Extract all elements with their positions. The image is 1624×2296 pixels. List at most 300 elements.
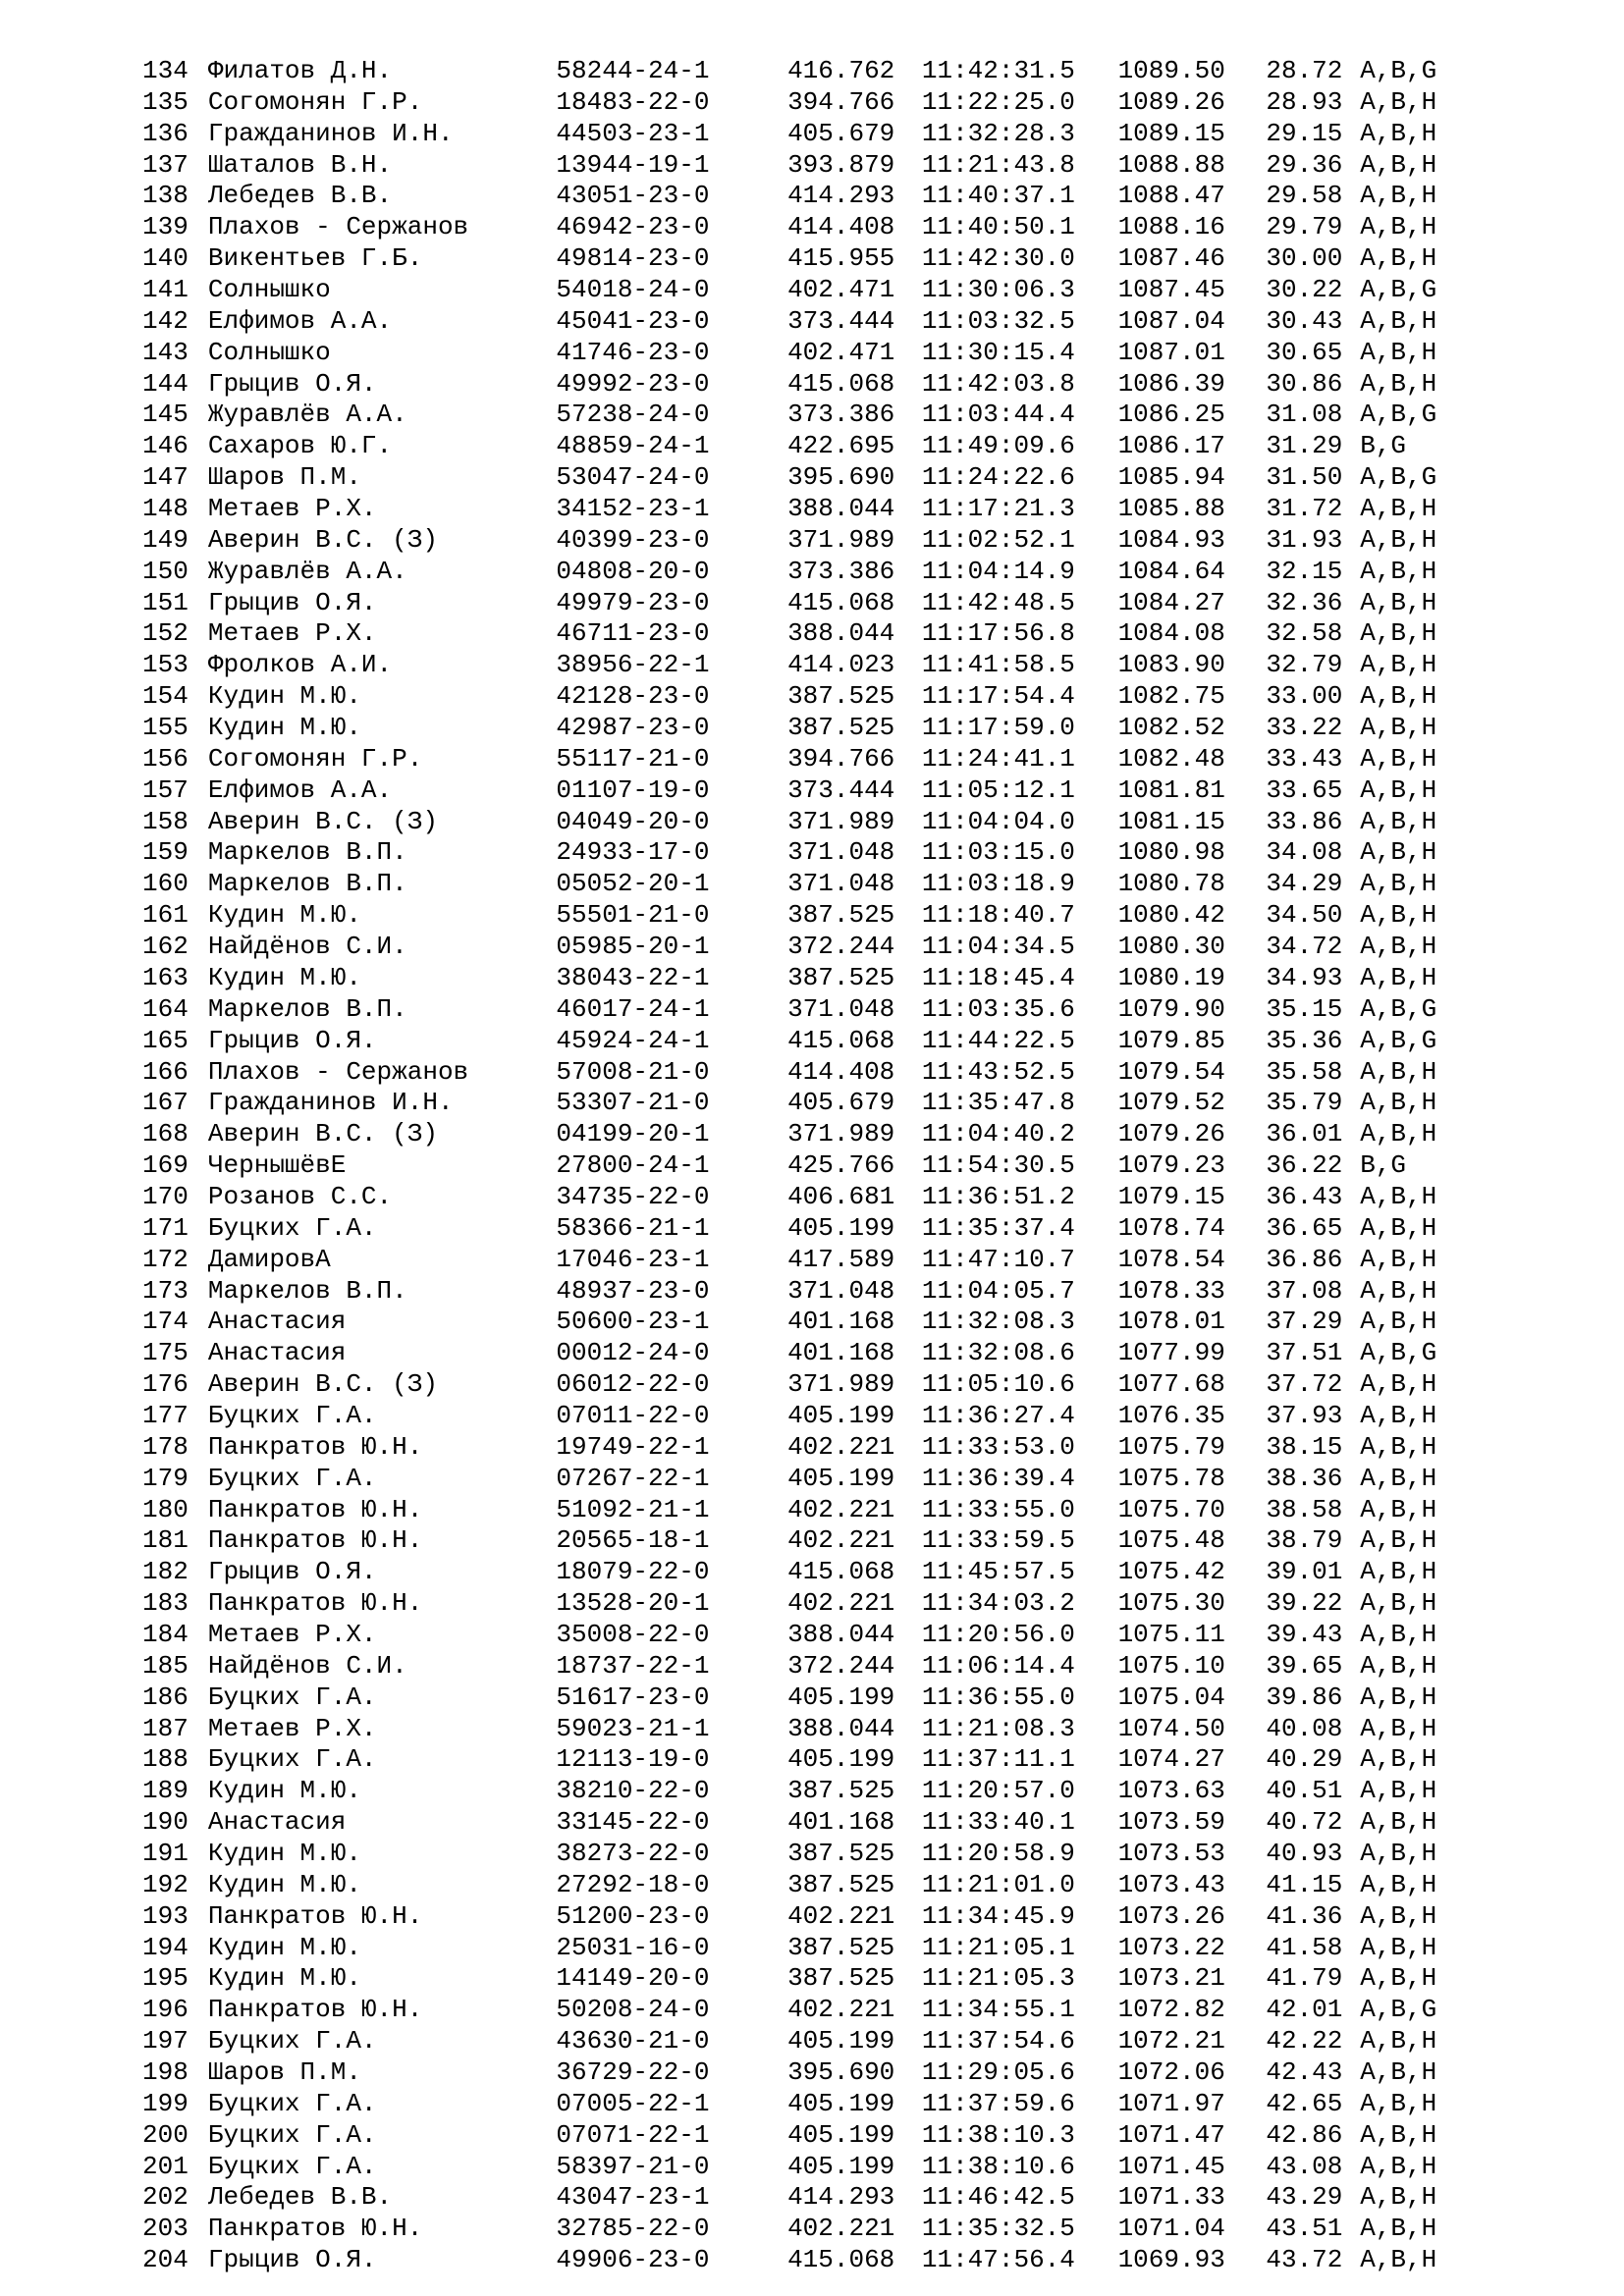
distance: 371.989 — [787, 524, 895, 555]
class-groups: A,B,G — [1360, 462, 1437, 493]
fancier-name: Буцких Г.А. — [207, 1682, 377, 1712]
distance: 405.199 — [787, 2151, 895, 2181]
arrival-time: 11:21:08.3 — [921, 1713, 1075, 1743]
coefficient: 31.50 — [1266, 462, 1343, 493]
ring-number: 17046-23-1 — [556, 1244, 710, 1274]
arrival-time: 11:40:50.1 — [921, 212, 1075, 242]
fancier-name: Панкратов Ю.Н. — [207, 2214, 423, 2244]
ring-number: 55501-21-0 — [556, 900, 710, 931]
place-number: 180 — [142, 1494, 189, 1524]
ring-number: 46711-23-0 — [556, 618, 710, 649]
class-groups: A,B,H — [1360, 1932, 1437, 1962]
place-number: 153 — [142, 650, 189, 680]
class-groups: B,G — [1360, 1150, 1407, 1181]
table-row — [142, 1464, 1517, 1495]
coefficient: 31.29 — [1266, 431, 1343, 461]
speed: 1087.46 — [1117, 243, 1225, 274]
fancier-name: Грыцив О.Я. — [207, 368, 377, 399]
table-row — [142, 150, 1517, 182]
distance: 372.244 — [787, 1650, 895, 1681]
class-groups: A,B,H — [1360, 713, 1437, 743]
class-groups: A,B,H — [1360, 1650, 1437, 1681]
ring-number: 24933-17-0 — [556, 837, 710, 868]
fancier-name: Буцких Г.А. — [207, 1463, 377, 1493]
fancier-name: Кудин М.Ю. — [207, 1776, 361, 1806]
distance: 394.766 — [787, 86, 895, 117]
speed: 1089.26 — [1117, 86, 1225, 117]
coefficient: 39.43 — [1266, 1619, 1343, 1649]
place-number: 140 — [142, 243, 189, 274]
coefficient: 37.93 — [1266, 1400, 1343, 1430]
ring-number: 49814-23-0 — [556, 243, 710, 274]
place-number: 175 — [142, 1338, 189, 1368]
coefficient: 43.08 — [1266, 2151, 1343, 2181]
place-number: 152 — [142, 618, 189, 649]
arrival-time: 11:17:56.8 — [921, 618, 1075, 649]
arrival-time: 11:05:10.6 — [921, 1369, 1075, 1400]
table-row — [142, 2057, 1517, 2089]
speed: 1084.27 — [1117, 587, 1225, 617]
distance: 414.408 — [787, 212, 895, 242]
ring-number: 53307-21-0 — [556, 1088, 710, 1118]
distance: 402.221 — [787, 1525, 895, 1556]
distance: 414.408 — [787, 1056, 895, 1087]
fancier-name: Журавлёв А.А. — [207, 556, 407, 586]
coefficient: 38.58 — [1266, 1494, 1343, 1524]
table-row — [142, 431, 1517, 462]
ring-number: 38043-22-1 — [556, 962, 710, 992]
table-row — [142, 87, 1517, 119]
results-table — [142, 56, 1517, 2276]
fancier-name: Кудин М.Ю. — [207, 681, 361, 712]
class-groups: A,B,H — [1360, 962, 1437, 992]
table-row — [142, 1307, 1517, 1338]
table-row — [142, 525, 1517, 557]
distance: 371.989 — [787, 1119, 895, 1149]
place-number: 148 — [142, 494, 189, 524]
speed: 1080.42 — [1117, 900, 1225, 931]
fancier-name: Буцких Г.А. — [207, 1744, 377, 1775]
table-row — [142, 1588, 1517, 1620]
arrival-time: 11:04:14.9 — [921, 556, 1075, 586]
speed: 1078.01 — [1117, 1307, 1225, 1337]
distance: 371.048 — [787, 993, 895, 1024]
table-row — [142, 900, 1517, 932]
arrival-time: 11:38:10.3 — [921, 2119, 1075, 2150]
distance: 414.293 — [787, 2182, 895, 2213]
speed: 1086.17 — [1117, 431, 1225, 461]
distance: 405.679 — [787, 1088, 895, 1118]
arrival-time: 11:30:15.4 — [921, 337, 1075, 367]
ring-number: 06012-22-0 — [556, 1369, 710, 1400]
place-number: 196 — [142, 1995, 189, 2025]
arrival-time: 11:20:56.0 — [921, 1619, 1075, 1649]
place-number: 139 — [142, 212, 189, 242]
fancier-name: ДамировА — [207, 1244, 331, 1274]
place-number: 142 — [142, 305, 189, 336]
place-number: 156 — [142, 743, 189, 774]
place-number: 184 — [142, 1619, 189, 1649]
speed: 1083.90 — [1117, 650, 1225, 680]
class-groups: A,B,H — [1360, 368, 1437, 399]
ring-number: 34735-22-0 — [556, 1181, 710, 1211]
table-row — [142, 2089, 1517, 2120]
arrival-time: 11:37:11.1 — [921, 1744, 1075, 1775]
coefficient: 41.36 — [1266, 1900, 1343, 1931]
coefficient: 31.08 — [1266, 400, 1343, 430]
ring-number: 35008-22-0 — [556, 1619, 710, 1649]
table-row — [142, 713, 1517, 744]
distance: 402.471 — [787, 275, 895, 305]
speed: 1084.64 — [1117, 556, 1225, 586]
coefficient: 42.01 — [1266, 1995, 1343, 2025]
class-groups: A,B,H — [1360, 1494, 1437, 1524]
speed: 1074.50 — [1117, 1713, 1225, 1743]
speed: 1071.97 — [1117, 2088, 1225, 2118]
coefficient: 29.58 — [1266, 181, 1343, 211]
coefficient: 30.65 — [1266, 337, 1343, 367]
coefficient: 36.01 — [1266, 1119, 1343, 1149]
ring-number: 27800-24-1 — [556, 1150, 710, 1181]
distance: 415.068 — [787, 368, 895, 399]
speed: 1075.42 — [1117, 1557, 1225, 1587]
fancier-name: Буцких Г.А. — [207, 1212, 377, 1243]
class-groups: A,B,H — [1360, 1869, 1437, 1899]
coefficient: 35.79 — [1266, 1088, 1343, 1118]
fancier-name: Кудин М.Ю. — [207, 713, 361, 743]
speed: 1072.82 — [1117, 1995, 1225, 2025]
place-number: 145 — [142, 400, 189, 430]
fancier-name: Солнышко — [207, 275, 331, 305]
speed: 1081.81 — [1117, 774, 1225, 805]
table-row — [142, 1182, 1517, 1213]
coefficient: 30.43 — [1266, 305, 1343, 336]
fancier-name: Панкратов Ю.Н. — [207, 1900, 423, 1931]
coefficient: 35.36 — [1266, 1025, 1343, 1055]
ring-number: 07071-22-1 — [556, 2119, 710, 2150]
table-row — [142, 869, 1517, 900]
speed: 1080.30 — [1117, 932, 1225, 962]
place-number: 179 — [142, 1463, 189, 1493]
speed: 1085.94 — [1117, 462, 1225, 493]
arrival-time: 11:42:03.8 — [921, 368, 1075, 399]
class-groups: A,B,H — [1360, 618, 1437, 649]
distance: 388.044 — [787, 618, 895, 649]
ring-number: 58366-21-1 — [556, 1212, 710, 1243]
arrival-time: 11:29:05.6 — [921, 2057, 1075, 2087]
place-number: 183 — [142, 1588, 189, 1619]
ring-number: 36729-22-0 — [556, 2057, 710, 2087]
ring-number: 44503-23-1 — [556, 118, 710, 148]
speed: 1088.47 — [1117, 181, 1225, 211]
coefficient: 34.93 — [1266, 962, 1343, 992]
place-number: 174 — [142, 1307, 189, 1337]
table-row — [142, 588, 1517, 619]
coefficient: 39.86 — [1266, 1682, 1343, 1712]
table-row — [142, 807, 1517, 838]
distance: 387.525 — [787, 962, 895, 992]
fancier-name: Буцких Г.А. — [207, 2119, 377, 2150]
arrival-time: 11:04:05.7 — [921, 1275, 1075, 1306]
table-row — [142, 744, 1517, 775]
class-groups: A,B,H — [1360, 1963, 1437, 1994]
arrival-time: 11:20:58.9 — [921, 1838, 1075, 1868]
table-row — [142, 2245, 1517, 2276]
fancier-name: Аверин В.С. (З) — [207, 1369, 438, 1400]
ring-number: 48937-23-0 — [556, 1275, 710, 1306]
speed: 1078.74 — [1117, 1212, 1225, 1243]
speed: 1073.22 — [1117, 1932, 1225, 1962]
fancier-name: Филатов Д.Н. — [207, 56, 393, 85]
arrival-time: 11:22:25.0 — [921, 86, 1075, 117]
fancier-name: Лебедев В.В. — [207, 181, 393, 211]
distance: 387.525 — [787, 1869, 895, 1899]
coefficient: 35.58 — [1266, 1056, 1343, 1087]
place-number: 171 — [142, 1212, 189, 1243]
coefficient: 41.79 — [1266, 1963, 1343, 1994]
distance: 371.048 — [787, 1275, 895, 1306]
table-row — [142, 1557, 1517, 1588]
arrival-time: 11:35:32.5 — [921, 2214, 1075, 2244]
arrival-time: 11:33:40.1 — [921, 1807, 1075, 1838]
distance: 405.199 — [787, 2119, 895, 2150]
class-groups: A,B,H — [1360, 1119, 1437, 1149]
speed: 1077.99 — [1117, 1338, 1225, 1368]
place-number: 187 — [142, 1713, 189, 1743]
speed: 1086.39 — [1117, 368, 1225, 399]
fancier-name: Грыцив О.Я. — [207, 587, 377, 617]
class-groups: A,B,G — [1360, 1025, 1437, 1055]
coefficient: 29.15 — [1266, 118, 1343, 148]
class-groups: A,B,H — [1360, 1088, 1437, 1118]
ring-number: 05052-20-1 — [556, 869, 710, 899]
distance: 415.068 — [787, 1557, 895, 1587]
class-groups: A,B,H — [1360, 149, 1437, 180]
table-row — [142, 1119, 1517, 1150]
distance: 393.879 — [787, 149, 895, 180]
class-groups: A,B,H — [1360, 2245, 1437, 2275]
distance: 406.681 — [787, 1181, 895, 1211]
class-groups: A,B,G — [1360, 400, 1437, 430]
fancier-name: Анастасия — [207, 1307, 347, 1337]
ring-number: 53047-24-0 — [556, 462, 710, 493]
ring-number: 18079-22-0 — [556, 1557, 710, 1587]
class-groups: A,B,H — [1360, 1212, 1437, 1243]
distance: 405.679 — [787, 118, 895, 148]
arrival-time: 11:33:53.0 — [921, 1431, 1075, 1462]
arrival-time: 11:34:45.9 — [921, 1900, 1075, 1931]
arrival-time: 11:33:55.0 — [921, 1494, 1075, 1524]
coefficient: 28.93 — [1266, 86, 1343, 117]
table-row — [142, 963, 1517, 994]
coefficient: 41.58 — [1266, 1932, 1343, 1962]
fancier-name: Панкратов Ю.Н. — [207, 1525, 423, 1556]
arrival-time: 11:46:42.5 — [921, 2182, 1075, 2213]
fancier-name: Буцких Г.А. — [207, 1400, 377, 1430]
class-groups: A,B,H — [1360, 118, 1437, 148]
arrival-time: 11:41:58.5 — [921, 650, 1075, 680]
fancier-name: Панкратов Ю.Н. — [207, 1995, 423, 2025]
coefficient: 33.65 — [1266, 774, 1343, 805]
coefficient: 34.08 — [1266, 837, 1343, 868]
class-groups: A,B,G — [1360, 993, 1437, 1024]
place-number: 135 — [142, 86, 189, 117]
speed: 1087.45 — [1117, 275, 1225, 305]
speed: 1073.59 — [1117, 1807, 1225, 1838]
table-row — [142, 1213, 1517, 1245]
arrival-time: 11:54:30.5 — [921, 1150, 1075, 1181]
fancier-name: Плахов - Сержанов — [207, 1056, 469, 1087]
table-row — [142, 1088, 1517, 1119]
place-number: 167 — [142, 1088, 189, 1118]
coefficient: 40.93 — [1266, 1838, 1343, 1868]
fancier-name: Анастасия — [207, 1338, 347, 1368]
place-number: 192 — [142, 1869, 189, 1899]
fancier-name: Согомонян Г.Р. — [207, 743, 423, 774]
table-row — [142, 1338, 1517, 1369]
place-number: 134 — [142, 56, 189, 85]
speed: 1075.78 — [1117, 1463, 1225, 1493]
fancier-name: Викентьев Г.Б. — [207, 243, 423, 274]
fancier-name: Кудин М.Ю. — [207, 1932, 361, 1962]
distance: 395.690 — [787, 2057, 895, 2087]
place-number: 141 — [142, 275, 189, 305]
distance: 414.023 — [787, 650, 895, 680]
arrival-time: 11:38:10.6 — [921, 2151, 1075, 2181]
table-row — [142, 837, 1517, 869]
place-number: 154 — [142, 681, 189, 712]
place-number: 160 — [142, 869, 189, 899]
arrival-time: 11:17:59.0 — [921, 713, 1075, 743]
class-groups: A,B,H — [1360, 1619, 1437, 1649]
ring-number: 33145-22-0 — [556, 1807, 710, 1838]
ring-number: 49992-23-0 — [556, 368, 710, 399]
coefficient: 32.36 — [1266, 587, 1343, 617]
class-groups: A,B,H — [1360, 743, 1437, 774]
distance: 388.044 — [787, 494, 895, 524]
ring-number: 18483-22-0 — [556, 86, 710, 117]
fancier-name: Грыцив О.Я. — [207, 1557, 377, 1587]
table-row — [142, 1525, 1517, 1557]
arrival-time: 11:35:37.4 — [921, 1212, 1075, 1243]
class-groups: A,B,H — [1360, 1056, 1437, 1087]
distance: 401.168 — [787, 1338, 895, 1368]
arrival-time: 11:17:21.3 — [921, 494, 1075, 524]
distance: 388.044 — [787, 1619, 895, 1649]
distance: 405.199 — [787, 1463, 895, 1493]
place-number: 172 — [142, 1244, 189, 1274]
class-groups: A,B,H — [1360, 1682, 1437, 1712]
table-row — [142, 1807, 1517, 1839]
ring-number: 04199-20-1 — [556, 1119, 710, 1149]
place-number: 151 — [142, 587, 189, 617]
distance: 387.525 — [787, 713, 895, 743]
fancier-name: Кудин М.Ю. — [207, 962, 361, 992]
arrival-time: 11:47:56.4 — [921, 2245, 1075, 2275]
class-groups: A,B,H — [1360, 305, 1437, 336]
arrival-time: 11:43:52.5 — [921, 1056, 1075, 1087]
distance: 415.068 — [787, 1025, 895, 1055]
distance: 422.695 — [787, 431, 895, 461]
coefficient: 31.72 — [1266, 494, 1343, 524]
speed: 1080.98 — [1117, 837, 1225, 868]
table-row — [142, 2182, 1517, 2214]
ring-number: 07267-22-1 — [556, 1463, 710, 1493]
table-row — [142, 306, 1517, 338]
speed: 1087.04 — [1117, 305, 1225, 336]
class-groups: A,B,H — [1360, 1307, 1437, 1337]
place-number: 168 — [142, 1119, 189, 1149]
speed: 1084.93 — [1117, 524, 1225, 555]
arrival-time: 11:21:05.1 — [921, 1932, 1075, 1962]
ring-number: 20565-18-1 — [556, 1525, 710, 1556]
coefficient: 33.22 — [1266, 713, 1343, 743]
ring-number: 59023-21-1 — [556, 1713, 710, 1743]
ring-number: 32785-22-0 — [556, 2214, 710, 2244]
fancier-name: Анастасия — [207, 1807, 347, 1838]
speed: 1078.54 — [1117, 1244, 1225, 1274]
fancier-name: Маркелов В.П. — [207, 993, 407, 1024]
fancier-name: Шаров П.М. — [207, 462, 361, 493]
place-number: 182 — [142, 1557, 189, 1587]
table-row — [142, 650, 1517, 681]
speed: 1077.68 — [1117, 1369, 1225, 1400]
fancier-name: Метаев Р.Х. — [207, 1713, 377, 1743]
table-row — [142, 994, 1517, 1026]
distance: 394.766 — [787, 743, 895, 774]
speed: 1088.16 — [1117, 212, 1225, 242]
fancier-name: Журавлёв А.А. — [207, 400, 407, 430]
class-groups: A,B,H — [1360, 181, 1437, 211]
fancier-name: Гражданинов И.Н. — [207, 1088, 454, 1118]
place-number: 177 — [142, 1400, 189, 1430]
place-number: 178 — [142, 1431, 189, 1462]
distance: 405.199 — [787, 1744, 895, 1775]
speed: 1082.48 — [1117, 743, 1225, 774]
place-number: 198 — [142, 2057, 189, 2087]
place-number: 169 — [142, 1150, 189, 1181]
class-groups: A,B,H — [1360, 2057, 1437, 2087]
coefficient: 42.43 — [1266, 2057, 1343, 2087]
distance: 417.589 — [787, 1244, 895, 1274]
ring-number: 55117-21-0 — [556, 743, 710, 774]
class-groups: A,B,H — [1360, 587, 1437, 617]
speed: 1072.06 — [1117, 2057, 1225, 2087]
arrival-time: 11:36:27.4 — [921, 1400, 1075, 1430]
fancier-name: Согомонян Г.Р. — [207, 86, 423, 117]
distance: 425.766 — [787, 1150, 895, 1181]
class-groups: A,B,H — [1360, 1400, 1437, 1430]
place-number: 146 — [142, 431, 189, 461]
speed: 1086.25 — [1117, 400, 1225, 430]
fancier-name: Найдёнов С.И. — [207, 1650, 407, 1681]
distance: 402.221 — [787, 2214, 895, 2244]
fancier-name: Аверин В.С. (З) — [207, 806, 438, 836]
place-number: 181 — [142, 1525, 189, 1556]
distance: 371.048 — [787, 837, 895, 868]
arrival-time: 11:40:37.1 — [921, 181, 1075, 211]
speed: 1073.21 — [1117, 1963, 1225, 1994]
speed: 1079.23 — [1117, 1150, 1225, 1181]
coefficient: 36.86 — [1266, 1244, 1343, 1274]
arrival-time: 11:03:15.0 — [921, 837, 1075, 868]
place-number: 161 — [142, 900, 189, 931]
ring-number: 19749-22-1 — [556, 1431, 710, 1462]
class-groups: A,B,H — [1360, 837, 1437, 868]
ring-number: 25031-16-0 — [556, 1932, 710, 1962]
ring-number: 38273-22-0 — [556, 1838, 710, 1868]
fancier-name: Кудин М.Ю. — [207, 900, 361, 931]
